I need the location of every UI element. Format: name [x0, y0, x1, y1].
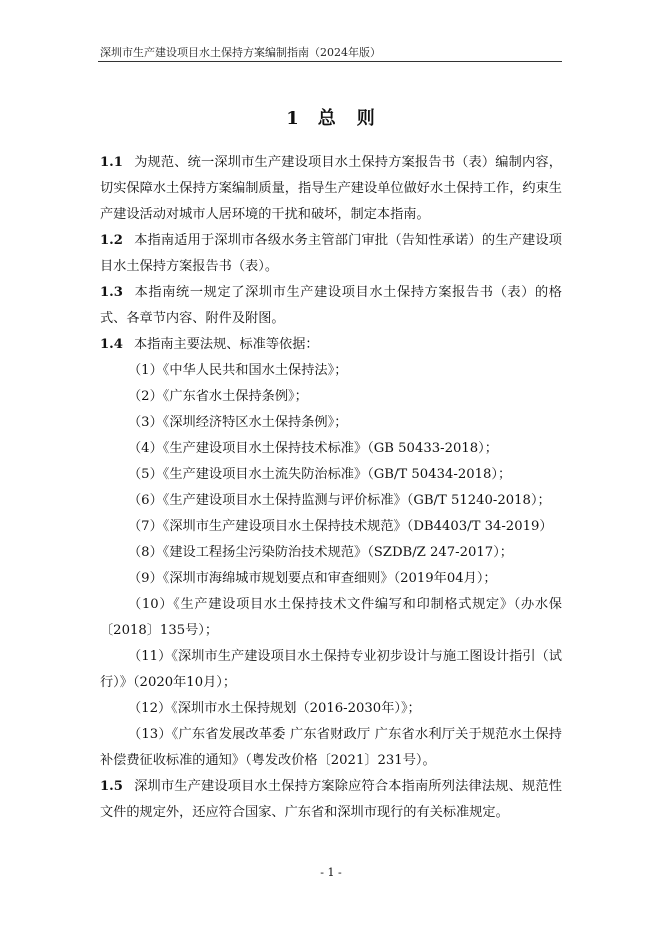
section-1-3 — [100, 280, 562, 332]
reference-item: （7）《深圳市生产建设项目水土保持技术规范》（DB4403/T 34-2019） — [128, 519, 553, 534]
reference-item: （1）《中华人民共和国水土保持法》； — [128, 363, 348, 378]
chapter-title-part2: 则 — [356, 108, 376, 129]
reference-item: （2）《广东省水土保持条例》； — [128, 389, 308, 404]
reference-item: （13）《广东省发展改革委 广东省财政厅 广东省水利厅关于规范水土保持补偿费征收标准的通知》（粤发改价格〔2021〕231号）。 — [100, 727, 562, 768]
section-1-5 — [100, 774, 562, 826]
header-divider — [98, 61, 562, 62]
section-text: 深圳市生产建设项目水土保持方案除应符合本指南所列法律法规、规范性文件的规定外，还应符合国家、广东省和深圳市现行的有关标准规定。 — [100, 779, 562, 820]
chapter-title-part1: 总 — [317, 108, 337, 129]
section-text: 本指南适用于深圳市各级水务主管部门审批（告知性承诺）的生产建设项目水土保持方案报告书（表）。 — [100, 233, 562, 274]
chapter-title — [0, 104, 662, 130]
reference-item: （8）《建设工程扬尘污染防治技术规范》（SZDB/Z 247-2017）； — [128, 545, 513, 560]
section-number: 1.2 — [100, 233, 123, 248]
reference-item: （9）《深圳市海绵城市规划要点和审查细则》（2019年04月）； — [128, 571, 497, 586]
section-text: 本指南统一规定了深圳市生产建设项目水土保持方案报告书（表）的格式、各章节内容、附件及附图。 — [100, 285, 562, 326]
section-1-2 — [100, 228, 562, 280]
reference-item: （5）《生产建设项目水土流失防治标准》（GB/T 50434-2018）； — [128, 467, 512, 482]
section-text: 本指南主要法规、标准等依据： — [134, 337, 319, 352]
document-body — [100, 150, 562, 826]
section-number: 1.1 — [100, 155, 123, 170]
section-1-1 — [100, 150, 562, 228]
section-1-4 — [100, 332, 562, 358]
page-number: - 1 - — [320, 866, 342, 879]
reference-item: （10）《生产建设项目水土保持技术文件编写和印制格式规定》（办水保〔2018〕135号）； — [100, 597, 562, 638]
section-number: 1.4 — [100, 337, 123, 352]
section-number: 1.3 — [100, 285, 123, 300]
reference-item: （4）《生产建设项目水土保持技术标准》（GB 50433-2018）； — [128, 441, 498, 456]
reference-item: （11）《深圳市生产建设项目水土保持专业初步设计与施工图设计指引（试行）》（2020年10月）； — [100, 649, 562, 690]
reference-item: （3）《深圳经济特区水土保持条例》； — [128, 415, 348, 430]
reference-item: （6）《生产建设项目水土保持监测与评价标准》（GB/T 51240-2018）； — [128, 493, 551, 508]
section-text: 为规范、统一深圳市生产建设项目水土保持方案报告书（表）编制内容，切实保障水土保持方案编制质量，指导生产建设单位做好水土保持工作，约束生产建设活动对城市人居环境的干扰和破坏，制定本指南。 — [100, 155, 562, 222]
running-header: 深圳市生产建设项目水土保持方案编制指南（2024年版） — [100, 46, 381, 59]
section-number: 1.5 — [100, 779, 123, 794]
chapter-number: 1 — [286, 108, 300, 129]
reference-item: （12）《深圳市水土保持规划（2016-2030年）》； — [128, 701, 421, 716]
